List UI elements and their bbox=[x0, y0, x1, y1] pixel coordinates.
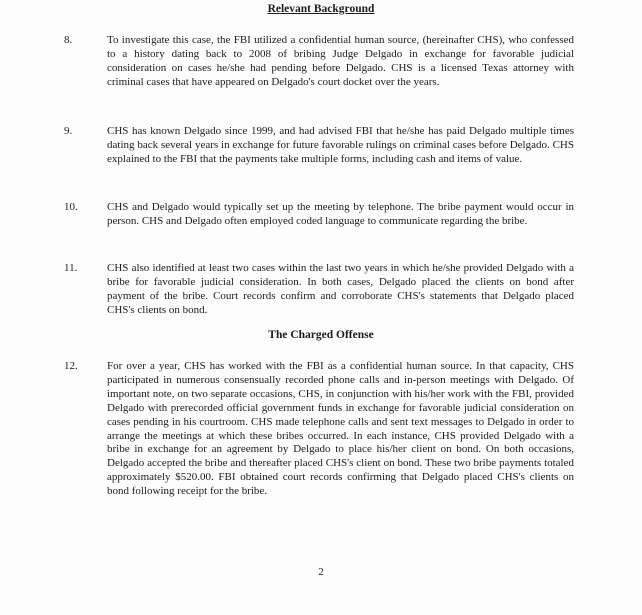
section-heading-relevant-background bbox=[0, 3, 642, 15]
page-number: 2 bbox=[318, 566, 324, 578]
paragraph-number: 9. bbox=[64, 125, 73, 137]
paragraph-12 bbox=[64, 360, 574, 499]
paragraph-8 bbox=[64, 34, 574, 90]
paragraph-text: To investigate this case, the FBI utilized a confidential human source, (hereinafter CHS), who confessed to a history dating back to 2008 of bribing Judge Delgado in exchange for favorable judicial consideration on cases he/she had pending before Delgado. CHS is a licensed Texas attorney with criminal cases that have appeared on Delgado's court docket over the years. bbox=[107, 34, 574, 88]
section-heading-text: Relevant Background bbox=[267, 3, 375, 15]
paragraph-11 bbox=[64, 262, 574, 318]
paragraph-number: 8. bbox=[64, 34, 73, 46]
paragraph-10 bbox=[64, 201, 574, 229]
paragraph-text: CHS and Delgado would typically set up the meeting by telephone. The bribe payment would occur in person. CHS and Delgado often employed coded language to communicate regarding the bribe. bbox=[107, 201, 574, 227]
paragraph-number: 12. bbox=[64, 360, 78, 372]
paragraph-text: For over a year, CHS has worked with the FBI as a confidential human source. In that capacity, CHS participated in numerous consensually recorded phone calls and in-person meetings with Delgado. Of important note, on two separate occasions, CHS, in conjunction with his/her work with the FBI, provided Delgado with prerecorded official government funds in exchange for favorable judicial consideration on cases pending in his courtroom. CHS made telephone calls and sent text messages to Delgado in order to arrange the meetings at which these bribes occurred. In each instance, CHS provided Delgado with a bribe in exchange for an agreement by Delgado to place his/her client on bond. On both occasions, Delgado accepted the bribe and thereafter placed CHS's client on bond. These two bribe payments totaled approximately $520.00. FBI obtained court records confirming that Delgado placed CHS's clients on bond following receipt for the bribe. bbox=[107, 360, 574, 498]
section-heading-text: The Charged Offense bbox=[268, 329, 374, 341]
section-heading-charged-offense bbox=[0, 329, 642, 341]
paragraph-9 bbox=[64, 125, 574, 167]
paragraph-text: CHS has known Delgado since 1999, and had advised FBI that he/she has paid Delgado multiple times dating back several years in exchange for future favorable rulings on criminal cases before Delgado. CHS explained to the FBI that the payments take multiple forms, including cash and items of value. bbox=[107, 125, 574, 165]
paragraph-text: CHS also identified at least two cases within the last two years in which he/she provided Delgado with a bribe for favorable judicial consideration. In both cases, Delgado placed the clients on bond after payment of the bribe. Court records confirm and corroborate CHS's statements that Delgado placed CHS's clients on bond. bbox=[107, 262, 574, 316]
paragraph-number: 11. bbox=[64, 262, 78, 274]
paragraph-number: 10. bbox=[64, 201, 78, 213]
